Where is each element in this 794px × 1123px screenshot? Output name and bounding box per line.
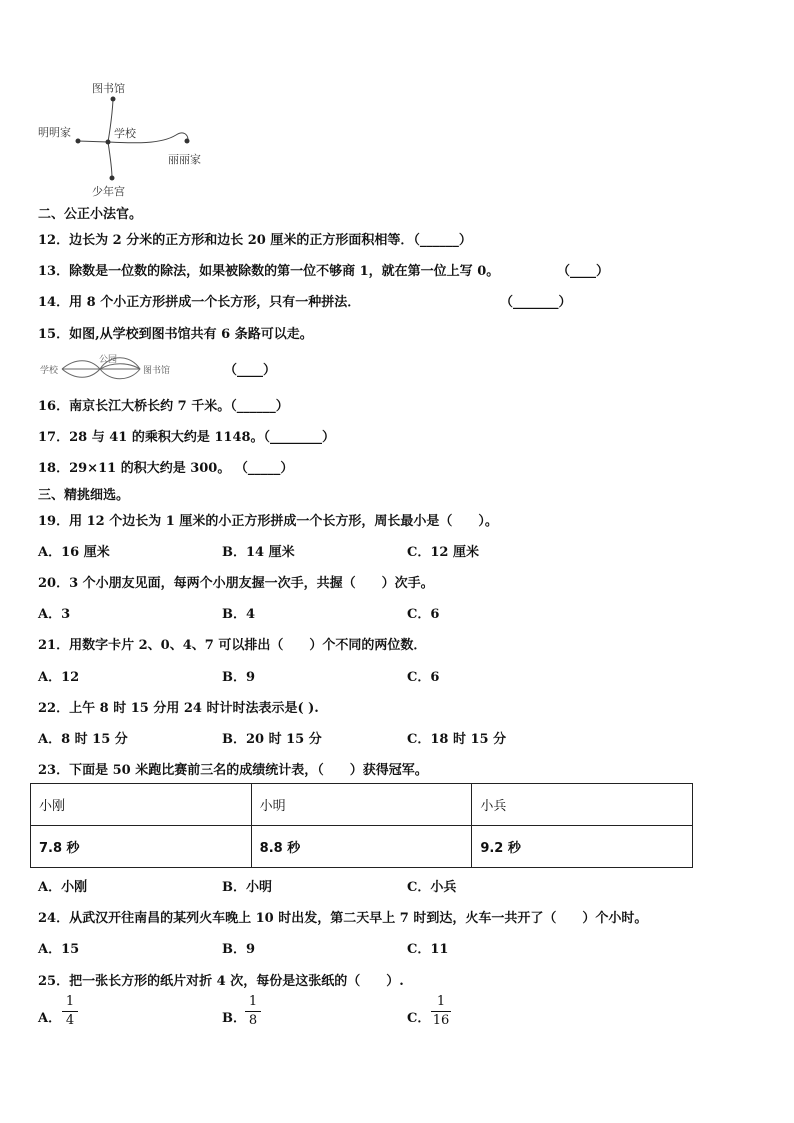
q19-option-a[interactable]: A．16 厘米 xyxy=(38,545,110,560)
question-19: 19．用 12 个边长为 1 厘米的小正方形拼成一个长方形，周长最小是（ ）。 xyxy=(38,514,498,529)
question-13: 13．除数是一位数的除法，如果被除数的第一位不够商 1，就在第一位上写 0。 xyxy=(38,264,500,279)
q22-option-c[interactable]: C．18 时 15 分 xyxy=(407,732,507,747)
fraction-numerator: 1 xyxy=(65,994,75,1009)
q23-option-c[interactable]: C．小兵 xyxy=(407,880,457,895)
question-24: 24．从武汉开往南昌的某列火车晚上 10 时出发，第二天早上 7 时到达，火车一共开了（ ）个小时。 xyxy=(38,911,648,926)
map-label-youth-palace: 少年宫 xyxy=(92,185,125,198)
question-25: 25．把一张长方形的纸片对折 4 次，每份是这张纸的（ ）. xyxy=(38,974,404,989)
answer-blank-13[interactable]: （____） xyxy=(557,264,610,279)
question-20: 20．3 个小朋友见面，每两个小朋友握一次手，共握（ ）次手。 xyxy=(38,576,434,591)
q21-option-b[interactable]: B．9 xyxy=(222,670,256,685)
map-label-library: 图书馆 xyxy=(92,82,125,95)
answer-blank-15[interactable]: （____） xyxy=(224,363,277,378)
map-label-lili-home: 丽丽家 xyxy=(168,153,201,166)
q20-option-a[interactable]: A．3 xyxy=(38,607,71,622)
fraction-one-sixteenth xyxy=(429,994,453,1029)
question-12: 12．边长为 2 分米的正方形和边长 20 厘米的正方形面积相等．（______） xyxy=(38,233,472,248)
table-row xyxy=(31,826,693,868)
table-header-cell: 小刚 xyxy=(31,784,252,826)
q21-option-c[interactable]: C．6 xyxy=(407,670,440,685)
table-header-cell: 小明 xyxy=(251,784,472,826)
q25-option-c[interactable]: C． xyxy=(407,1011,431,1026)
table-cell: 9.2 秒 xyxy=(472,826,693,868)
question-17: 17．28 与 41 的乘积大约是 1148。（________） xyxy=(38,430,336,445)
map-label-school: 学校 xyxy=(114,127,136,140)
table-cell: 7.8 秒 xyxy=(31,826,252,868)
question-14: 14．用 8 个小正方形拼成一个长方形，只有一种拼法． xyxy=(38,295,361,310)
q20-option-c[interactable]: C．6 xyxy=(407,607,440,622)
table-cell: 8.8 秒 xyxy=(251,826,472,868)
q19-option-b[interactable]: B．14 厘米 xyxy=(222,545,295,560)
section-title-multiple-choice: 三、精挑细选。 xyxy=(38,488,130,503)
question-21: 21．用数字卡片 2、0、4、7 可以排出（ ）个不同的两位数． xyxy=(38,638,427,653)
q24-option-b[interactable]: B．9 xyxy=(222,942,256,957)
q21-option-a[interactable]: A．12 xyxy=(38,670,80,685)
fraction-one-quarter xyxy=(60,994,80,1029)
question-23: 23．下面是 50 米跑比赛前三名的成绩统计表，（ ）获得冠军。 xyxy=(38,763,428,778)
fraction-denominator: 16 xyxy=(432,1013,450,1028)
table-header-cell: 小兵 xyxy=(472,784,693,826)
q23-option-b[interactable]: B．小明 xyxy=(222,880,272,895)
question-16: 16．南京长江大桥长约 7 千米。（______） xyxy=(38,399,289,414)
q22-option-a[interactable]: A．8 时 15 分 xyxy=(38,732,128,747)
table-row xyxy=(31,784,693,826)
map-label-mingming-home: 明明家 xyxy=(38,126,71,139)
section-title-true-false: 二、公正小法官。 xyxy=(38,207,143,222)
map2-label-park: 公园 xyxy=(99,355,118,365)
fraction-one-eighth xyxy=(243,994,263,1029)
q24-option-c[interactable]: C．11 xyxy=(407,942,449,957)
fraction-numerator: 1 xyxy=(248,994,258,1009)
q22-option-b[interactable]: B．20 时 15 分 xyxy=(222,732,322,747)
q20-option-b[interactable]: B．4 xyxy=(222,607,256,622)
race-results-table xyxy=(30,783,693,868)
q25-option-b[interactable]: B． xyxy=(222,1011,246,1026)
fraction-denominator: 8 xyxy=(248,1013,258,1028)
map2-label-school: 学校 xyxy=(40,366,59,376)
q25-option-a[interactable]: A． xyxy=(38,1011,62,1026)
q23-option-a[interactable]: A．小刚 xyxy=(38,880,88,895)
question-15: 15．如图,从学校到图书馆共有 6 条路可以走。 xyxy=(38,327,313,342)
q24-option-a[interactable]: A．15 xyxy=(38,942,80,957)
answer-blank-14[interactable]: （_______） xyxy=(500,295,572,310)
fraction-denominator: 4 xyxy=(65,1013,75,1028)
question-22: 22．上午 8 时 15 分用 24 时计时法表示是( ). xyxy=(38,701,319,716)
map2-label-library: 图书馆 xyxy=(143,366,171,376)
q19-option-c[interactable]: C．12 厘米 xyxy=(407,545,479,560)
fraction-numerator: 1 xyxy=(436,994,446,1009)
question-18: 18．29×11 的积大约是 300。 （_____） xyxy=(38,461,294,476)
route-map-diagram xyxy=(0,0,260,200)
